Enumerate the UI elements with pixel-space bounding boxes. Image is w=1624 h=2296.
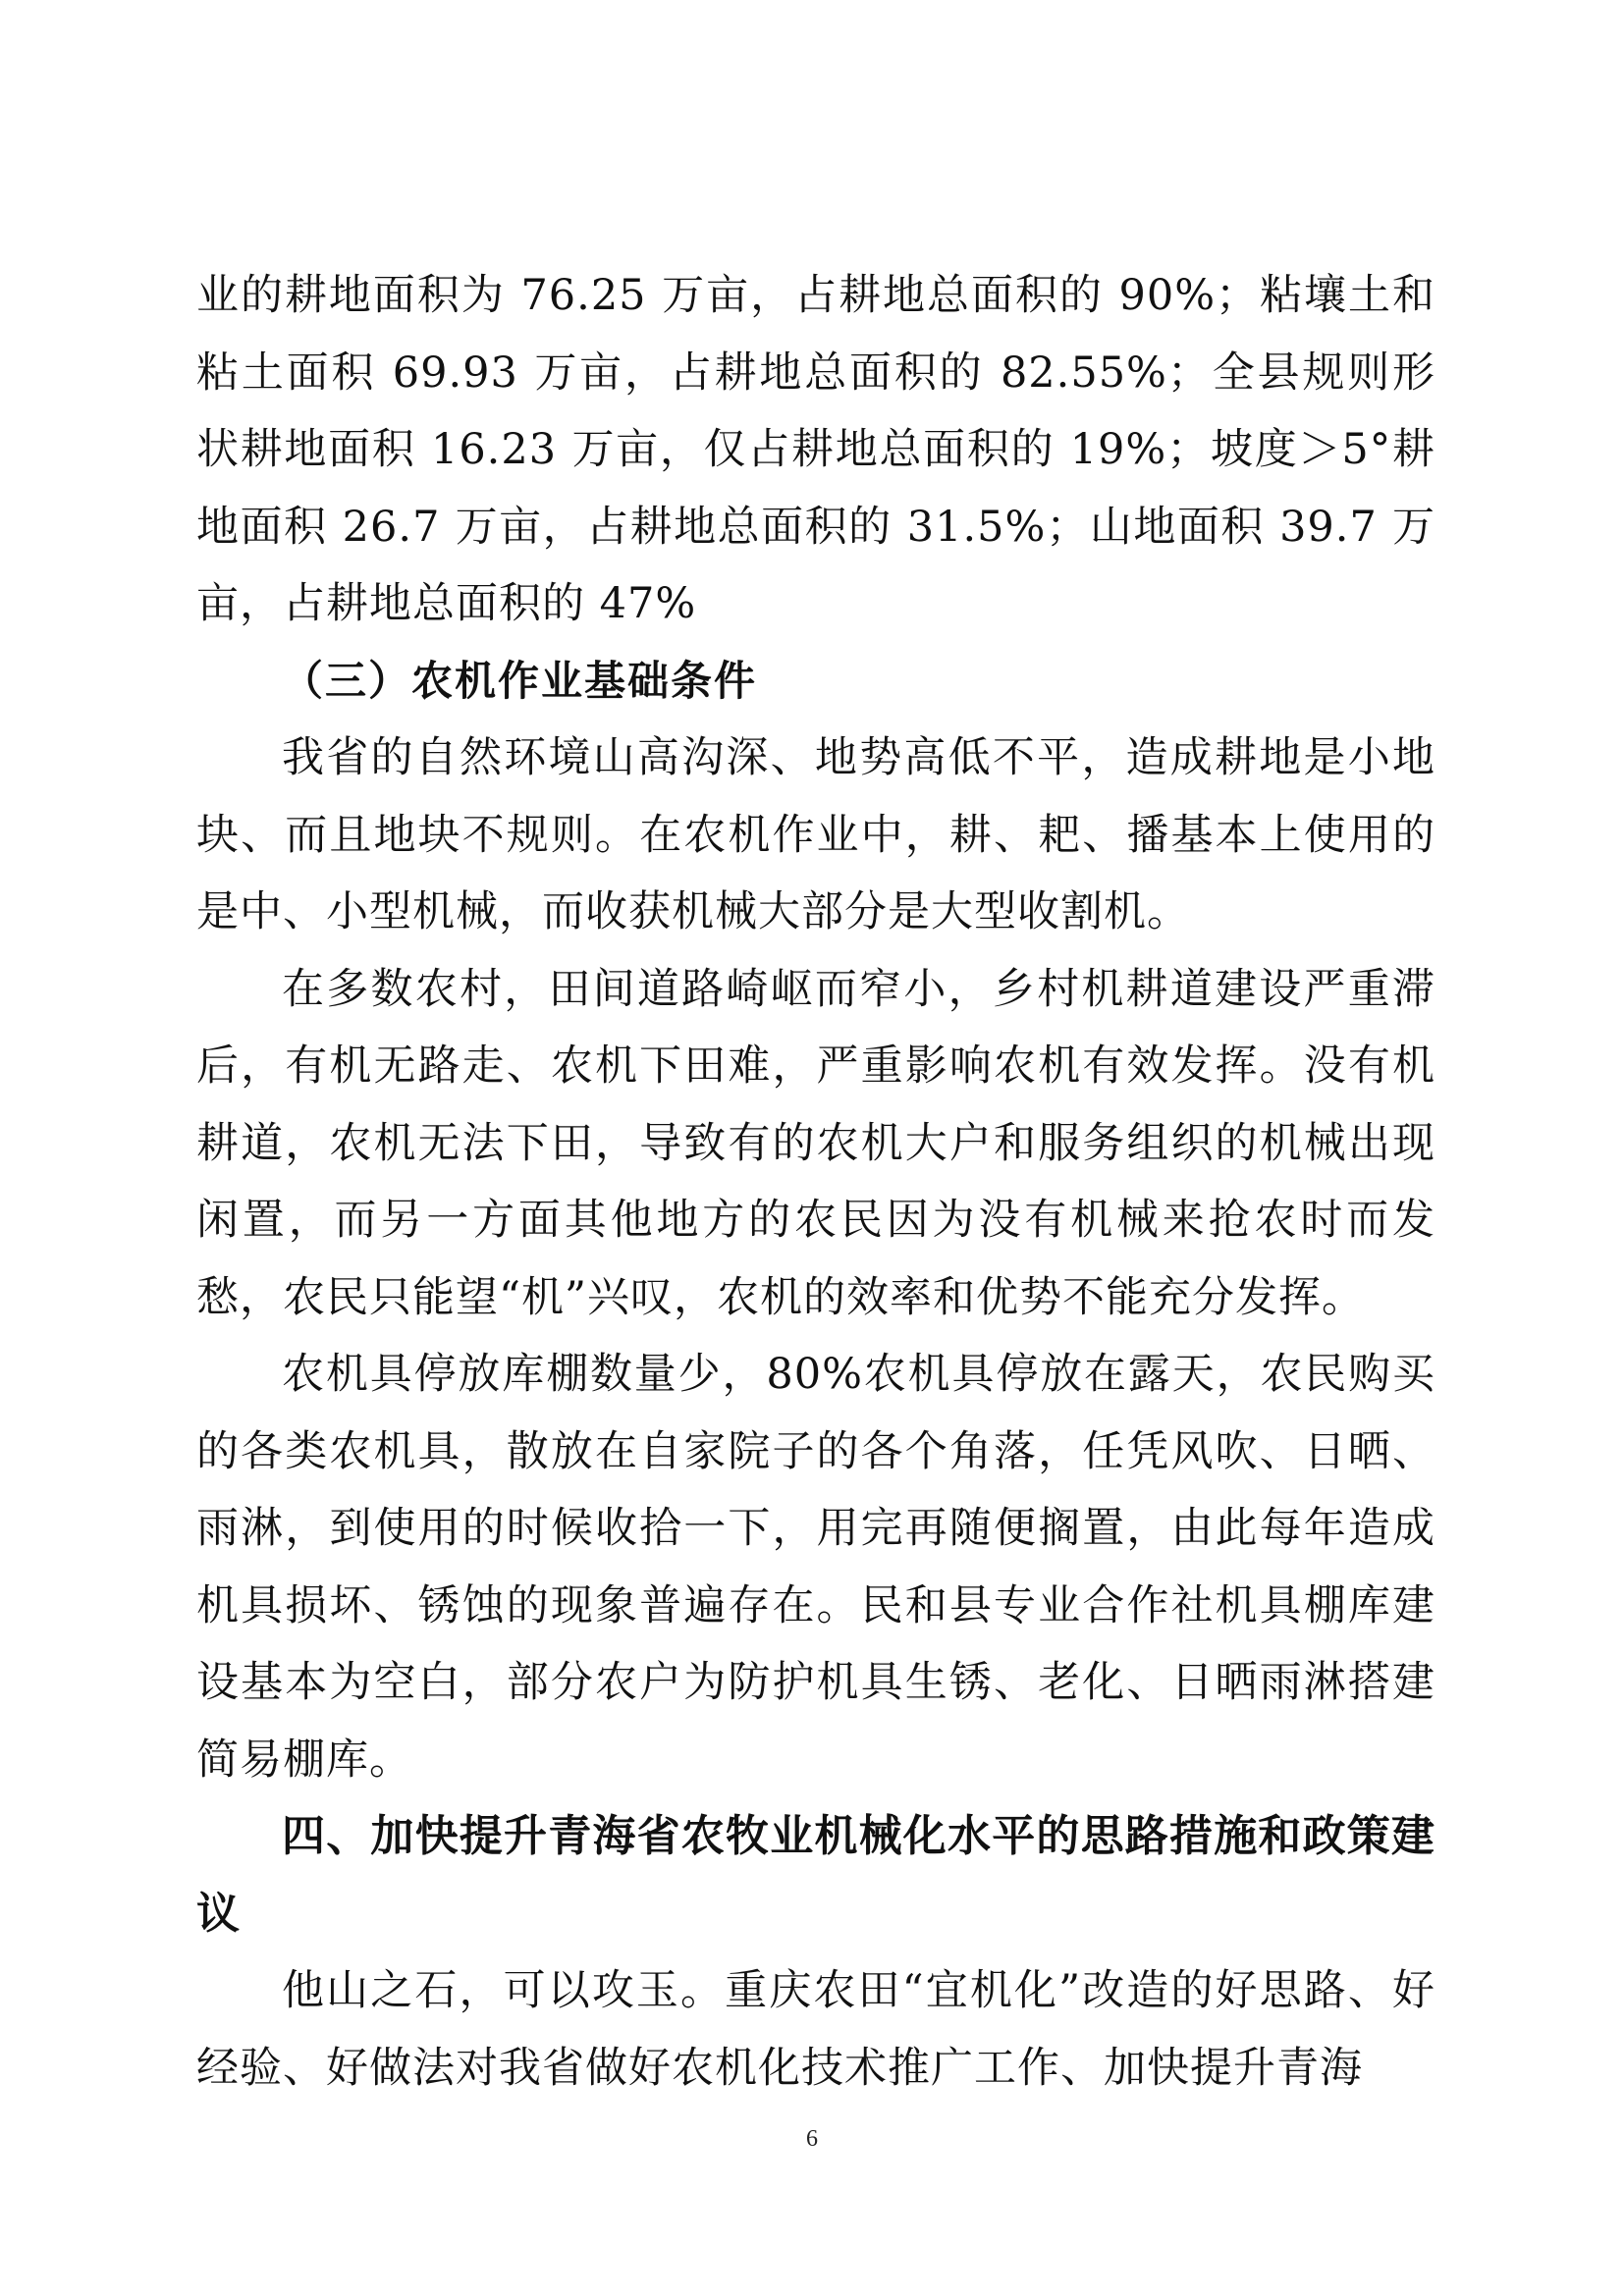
paragraph-continued: 业的耕地面积为 76.25 万亩，占耕地总面积的 90%；粘壤土和粘土面积 69.93 万亩，占耕地总面积的 82.55%；全县规则形状耕地面积 16.23 万亩，仅占耕地总面积的 19%；坡度＞5°耕地面积 26.7 万亩，占耕地总面积的 31.5%；山地面积 39.7 万亩，占耕地总面积的 47% (196, 271, 1435, 628)
paragraph-chongqing-experience: 他山之石，可以攻玉。重庆农田“宜机化”改造的好思路、好经验、好做法对我省做好农机化技术推广工作、加快提升青海 (196, 1966, 1435, 2093)
subheading-section-3: （三）农机作业基础条件 (282, 656, 758, 705)
paragraph-roads: 在多数农村，田间道路崎岖而窄小，乡村机耕道建设严重滞后，有机无路走、农机下田难，严重影响农机有效发挥。没有机耕道，农机无法下田，导致有的农机大户和服务组织的机械出现闲置，而另一方面其他地方的农民因为没有机械来抢农时而发愁，农民只能望“机”兴叹，农机的效率和优势不能充分发挥。 (196, 964, 1435, 1322)
page-number: 6 (806, 2126, 818, 2152)
paragraph-storage-sheds: 农机具停放库棚数量少，80%农机具停放在露天，农民购买的各类农机具，散放在自家院子的各个角落，任凭风吹、日晒、雨淋，到使用的时候收拾一下，用完再随便搁置，由此每年造成机具损坏、锈蚀的现象普遍存在。民和县专业合作社机具棚库建设基本为空白，部分农户为防护机具生锈、老化、日晒雨淋搭建简易棚库。 (196, 1350, 1435, 1785)
document-body (196, 257, 1435, 2107)
paragraph-terrain: 我省的自然环境山高沟深、地势高低不平，造成耕地是小地块、而且地块不规则。在农机作业中，耕、耙、播基本上使用的是中、小型机械，而收获机械大部分是大型收割机。 (196, 733, 1435, 936)
heading-section-4: 四、加快提升青海省农牧业机械化水平的思路措施和政策建议 (196, 1811, 1435, 1939)
